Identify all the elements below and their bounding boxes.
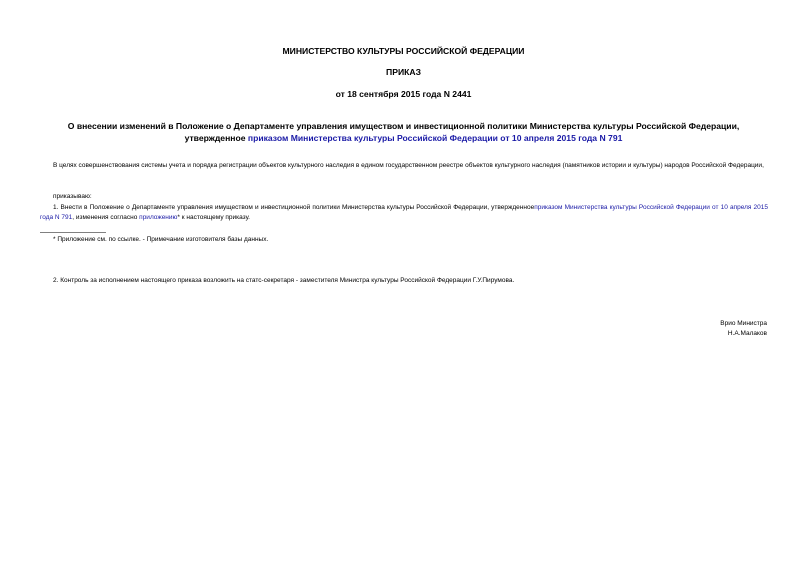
ministry-name: МИНИСТЕРСТВО КУЛЬТУРЫ РОССИЙСКОЙ ФЕДЕРАЦИИ (282, 46, 525, 56)
item-2-paragraph: 2. Контроль за исполнением настоящего приказа возложить на статс-секретаря - заместителя Министра культуры Российской Федерации Г.У.Пирумова. (53, 277, 515, 284)
preamble-paragraph: В целях совершенствования системы учета и порядка регистрации объектов культурного наследия в едином государственном реестре объектов культурного наследия (памятников истории и культуры) народов Российской Федерации, (53, 162, 764, 169)
item-1-order-link[interactable]: приказом Министерства культуры Российской Федерации от 10 апреля 2015 года N 791 (40, 204, 768, 221)
item-1-text-end: * к настоящему приказу. (177, 214, 250, 221)
footnote: * Приложение см. по ссылке. - Примечание изготовителя базы данных. (53, 236, 269, 243)
item-1-text-middle: , изменения согласно (72, 214, 140, 221)
item-1-paragraph (40, 203, 768, 223)
title-text: О внесении изменений в Положение о Департаменте управления имуществом и инвестиционной политики Министерства культуры Российской Федерации, утвержденное (67, 121, 740, 143)
title-order-link[interactable]: приказом Министерства культуры Российской Федерации от 10 апреля 2015 года N 791 (247, 133, 623, 143)
item-1-text: 1. Внести в Положение о Департаменте управления имуществом и инвестиционной политики Министерства культуры Российской Федерации, утвержденное (53, 204, 535, 211)
document-title (40, 120, 767, 144)
appendix-link[interactable]: приложению (139, 214, 178, 221)
signatory-position: Врио Министра (720, 320, 767, 327)
order-directive: приказываю: (53, 193, 92, 200)
order-date: от 18 сентября 2015 года N 2441 (335, 89, 472, 99)
footnote-divider (40, 232, 106, 233)
document-type: ПРИКАЗ (386, 67, 421, 77)
signatory-name: Н.А.Малаков (727, 330, 767, 337)
